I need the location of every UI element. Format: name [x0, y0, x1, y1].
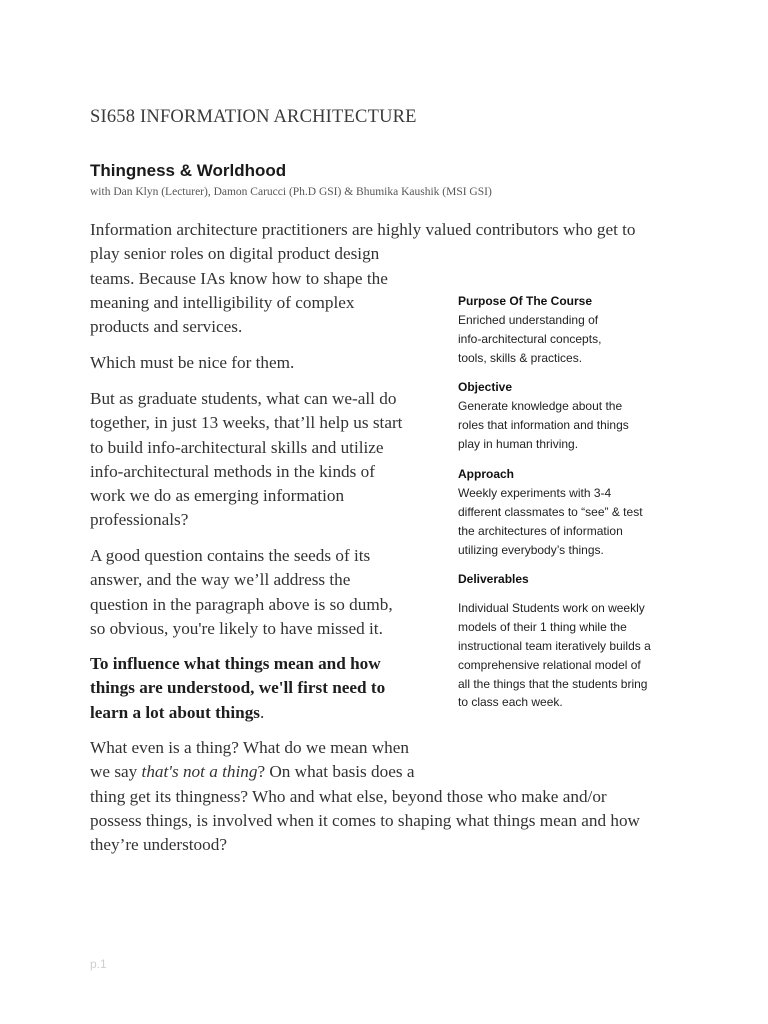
- sidebar-line: comprehensive relational model of: [458, 657, 641, 672]
- text-line: Information architecture practitioners are highly valued contributors who get to: [90, 220, 636, 239]
- sidebar-heading: Objective: [458, 380, 513, 394]
- text-line: To influence what things mean and how: [90, 654, 381, 673]
- sidebar-line: roles that information and things: [458, 417, 629, 432]
- text-line: A good question contains the seeds of its: [90, 546, 371, 565]
- period: .: [260, 702, 265, 722]
- text-line: work we do as emerging information: [90, 486, 345, 506]
- sidebar-line: instructional team iteratively builds a: [458, 638, 651, 653]
- text-line: so obvious, you're likely to have missed it.: [90, 618, 383, 638]
- text-line: Which must be nice for them.: [90, 353, 295, 372]
- text-line: they’re understood?: [90, 835, 227, 855]
- question-paragraph: [90, 387, 402, 533]
- sidebar-line: utilizing everybody’s things.: [458, 542, 604, 557]
- sidebar-heading: Approach: [458, 467, 515, 481]
- text-line: things are understood, we'll first need to: [90, 678, 386, 698]
- text-line: meaning and intelligibility of complex: [90, 292, 355, 312]
- sidebar-line: Generate knowledge about the: [458, 398, 623, 413]
- text-line: we say: [90, 762, 142, 782]
- text-line: What even is a thing? What do we mean when: [90, 738, 409, 757]
- text-line: But as graduate students, what can we-all do: [90, 389, 397, 408]
- sidebar-heading: Purpose Of The Course: [458, 294, 593, 308]
- sidebar-line: all the things that the students bring: [458, 676, 648, 691]
- sidebar-purpose: [458, 292, 601, 368]
- sidebar-line: different classmates to “see” & test: [458, 504, 643, 519]
- text-line: play senior roles on digital product design: [90, 244, 380, 264]
- sidebar-line: models of their 1 thing while the: [458, 619, 627, 634]
- sidebar-line: Individual Students work on weekly: [458, 600, 645, 615]
- text-line: ? On what basis does a: [257, 762, 415, 782]
- text-line: thing get its thingness? Who and what else, beyond those who make and/or: [90, 786, 607, 806]
- closing-paragraph: [90, 736, 640, 857]
- text-line: question in the paragraph above is so dumb,: [90, 594, 393, 614]
- text-line: to build info-architectural skills and utilize: [90, 437, 384, 457]
- sidebar-heading: Deliverables: [458, 572, 529, 586]
- emphasis-text: that's not a thing: [141, 762, 258, 782]
- text-line: together, in just 13 weeks, that’ll help us start: [90, 413, 403, 433]
- sidebar-line: tools, skills & practices.: [458, 350, 583, 365]
- text-line: answer, and the way we’ll address the: [90, 570, 351, 590]
- text-line: professionals?: [90, 510, 189, 530]
- text-line: possess things, is involved when it comes to shaping what things mean and how: [90, 810, 640, 830]
- page-number: p.1: [90, 957, 107, 971]
- sidebar-deliverables: [458, 570, 651, 712]
- page-title: Thingness & Worldhood: [90, 161, 287, 180]
- sidebar-line: Weekly experiments with 3-4: [458, 485, 612, 500]
- text-line: info-architectural methods in the kinds of: [90, 461, 375, 481]
- text-line: products and services.: [90, 317, 243, 337]
- aside-paragraph: [90, 351, 294, 375]
- sidebar-objective: [458, 378, 629, 454]
- sidebar-line: play in human thriving.: [458, 436, 579, 451]
- course-code: SI658 INFORMATION ARCHITECTURE: [90, 107, 417, 127]
- sidebar-line: Enriched understanding of: [458, 312, 599, 327]
- text-line: teams. Because IAs know how to shape the: [90, 268, 388, 288]
- sidebar-approach: [458, 465, 643, 560]
- text-line: learn a lot about things: [90, 702, 260, 722]
- key-statement: [90, 652, 385, 725]
- credits-line: with Dan Klyn (Lecturer), Damon Carucci (Ph.D GSI) & Bhumika Kaushik (MSI GSI): [90, 186, 492, 198]
- sidebar-line: to class each week.: [458, 695, 563, 710]
- sidebar-line: the architectures of information: [458, 523, 623, 538]
- answer-paragraph: [90, 544, 393, 641]
- sidebar-line: info-architectural concepts,: [458, 331, 602, 346]
